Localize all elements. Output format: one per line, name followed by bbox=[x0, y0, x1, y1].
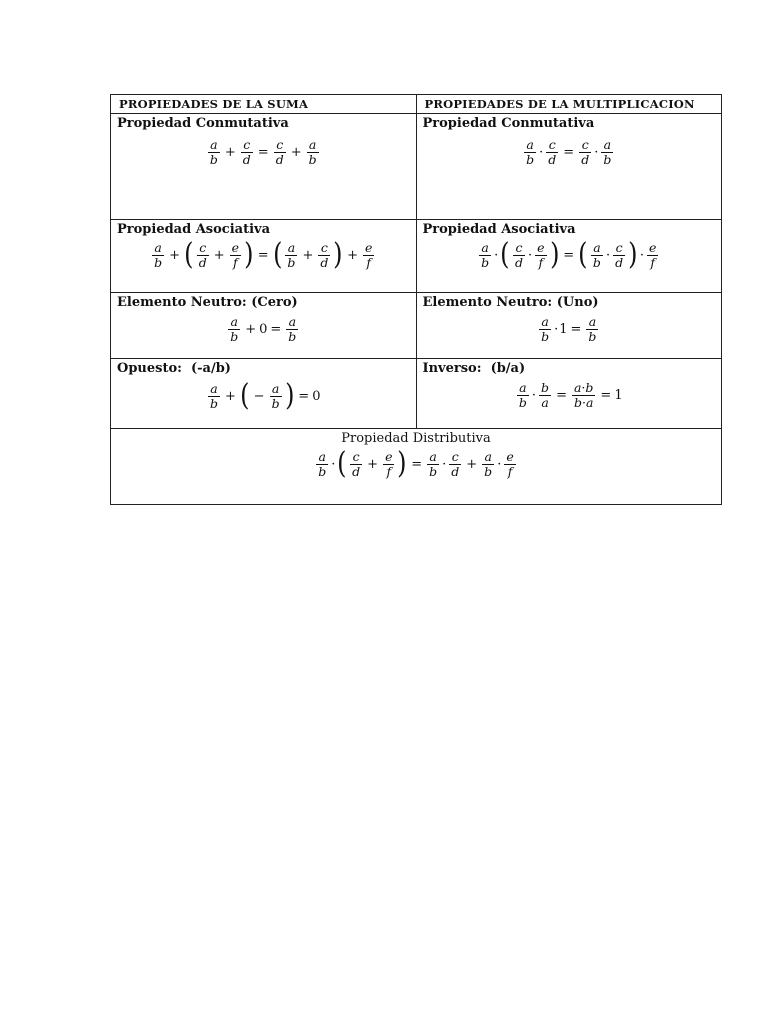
fraction: $\frac{a}{b}$ bbox=[308, 137, 317, 167]
mult-inverse-formula: $\frac{a}{b}$ · $\frac{b}{a}$ = $\frac{a\cdot b}{b\cdot a}$ = 1 bbox=[518, 380, 623, 410]
distributive-title: Propiedad Distributiva bbox=[341, 431, 491, 446]
sum-associative-formula: $\frac{a}{b}$ + ( $\frac{c}{d}$ + $\frac{e}{f}$ ) = ( $\frac{a}{b}$ + $\frac{c}{d}$ ) + $\frac{e}{f}$ bbox=[154, 237, 373, 272]
fraction: $\frac{a}{b}$ bbox=[526, 137, 535, 167]
properties-table bbox=[110, 94, 722, 505]
mult-commutative-cell bbox=[416, 114, 722, 219]
mult-neutral-cell bbox=[416, 293, 722, 358]
fraction: $\frac{c}{d}$ bbox=[242, 137, 251, 167]
fraction: $\frac{a}{b}$ bbox=[603, 137, 612, 167]
associative-row bbox=[111, 219, 721, 292]
mult-associative-formula: $\frac{a}{b}$ · ( $\frac{c}{d}$ · $\frac{e}{f}$ ) = ( $\frac{a}{b}$ · $\frac{c}{d}$ ) · $\frac{e}{f}$ bbox=[481, 237, 657, 272]
sum-opposite-cell bbox=[111, 359, 416, 428]
neutral-row bbox=[111, 292, 721, 358]
sum-neutral-formula: $\frac{a}{b}$ + 0 = $\frac{a}{b}$ bbox=[230, 314, 297, 344]
sum-opposite-formula: $\frac{a}{b}$ + ( − $\frac{a}{b}$ ) = 0 bbox=[210, 378, 321, 413]
distributive-cell bbox=[111, 429, 721, 504]
commutative-row bbox=[111, 113, 721, 219]
mult-commutative-title: Propiedad Conmutativa bbox=[422, 116, 595, 131]
opposite-inverse-row bbox=[111, 358, 721, 428]
sum-commutative-cell bbox=[111, 114, 416, 219]
distributive-row bbox=[111, 428, 721, 504]
mult-commutative-formula: $\frac{a}{b}$ · $\frac{c}{d}$ = $\frac{c}{d}$ · $\frac{a}{b}$ bbox=[526, 137, 612, 167]
header-multiplication: PROPIEDADES DE LA MULTIPLICACION bbox=[416, 95, 722, 113]
mult-inverse-cell bbox=[416, 359, 722, 428]
sum-neutral-cell bbox=[111, 293, 416, 358]
sum-neutral-title: Elemento Neutro: (Cero) bbox=[117, 295, 298, 310]
mult-neutral-formula: $\frac{a}{b}$ · 1 = $\frac{a}{b}$ bbox=[541, 314, 597, 344]
mult-associative-cell bbox=[416, 220, 722, 292]
fraction: $\frac{c}{d}$ bbox=[581, 137, 590, 167]
fraction: $\frac{a}{b}$ bbox=[209, 137, 218, 167]
table-header-row bbox=[111, 95, 721, 113]
mult-neutral-title: Elemento Neutro: (Uno) bbox=[422, 295, 599, 310]
sum-commutative-formula: $\frac{a}{b}$ + $\frac{c}{d}$ = $\frac{c}{d}$ + $\frac{a}{b}$ bbox=[209, 137, 317, 167]
header-sum: PROPIEDADES DE LA SUMA bbox=[119, 97, 309, 111]
mult-inverse-title: Inverso: (b/a) bbox=[422, 361, 526, 376]
sum-associative-title: Propiedad Asociativa bbox=[117, 222, 270, 237]
fraction: $\frac{c}{d}$ bbox=[548, 137, 557, 167]
sum-commutative-title: Propiedad Conmutativa bbox=[117, 116, 289, 131]
distributive-formula: $\frac{a}{b}$ · ( $\frac{c}{d}$ + $\frac{e}{f}$ ) = $\frac{a}{b}$ · $\frac{c}{d}$ + $\frac{a}{b}$ · $\frac{e}{f}$ bbox=[318, 446, 514, 481]
mult-associative-title: Propiedad Asociativa bbox=[422, 222, 576, 237]
sum-associative-cell bbox=[111, 220, 416, 292]
sum-opposite-title: Opuesto: (-a/b) bbox=[117, 361, 231, 376]
fraction: $\frac{c}{d}$ bbox=[275, 137, 284, 167]
